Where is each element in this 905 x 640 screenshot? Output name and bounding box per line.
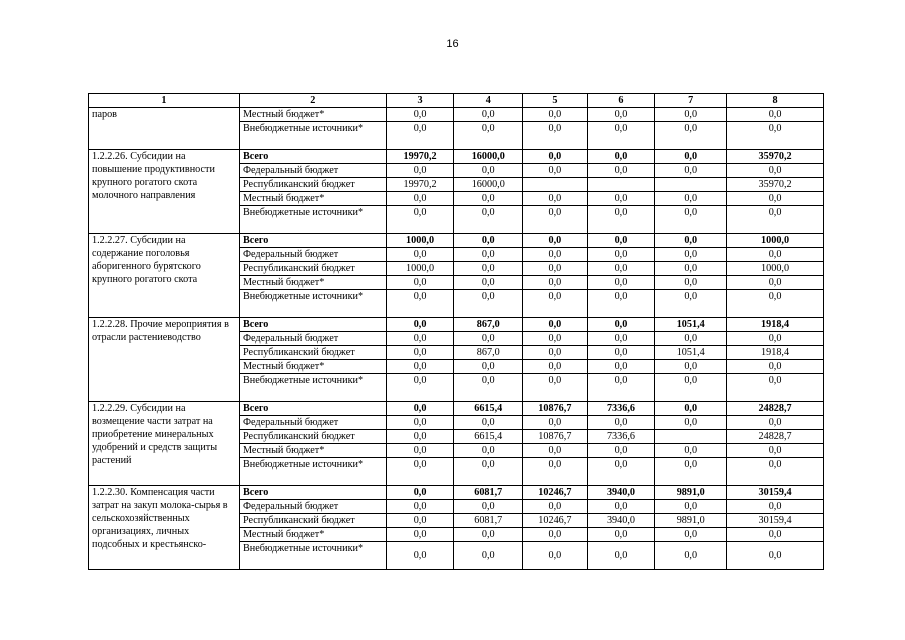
column-header: 4 — [454, 94, 523, 108]
value-cell: 0,0 — [386, 402, 454, 416]
value-cell: 0,0 — [454, 332, 523, 346]
value-cell: 0,0 — [655, 458, 727, 486]
funding-source-cell: Внебюджетные источники* — [239, 206, 386, 234]
value-cell: 24828,7 — [727, 402, 824, 416]
funding-source-cell: Всего — [239, 402, 386, 416]
page-number: 16 — [446, 38, 459, 50]
value-cell — [523, 178, 588, 192]
value-cell: 0,0 — [655, 122, 727, 150]
value-cell: 0,0 — [655, 276, 727, 290]
column-header: 6 — [587, 94, 655, 108]
value-cell: 0,0 — [454, 234, 523, 248]
column-header: 7 — [655, 94, 727, 108]
value-cell: 0,0 — [655, 108, 727, 122]
value-cell: 0,0 — [523, 206, 588, 234]
column-header: 8 — [727, 94, 824, 108]
event-name-cell: 1.2.2.28. Прочие мероприятия в отрасли растениеводство — [89, 318, 240, 402]
value-cell: 1000,0 — [727, 234, 824, 248]
value-cell — [587, 178, 655, 192]
value-cell: 0,0 — [523, 108, 588, 122]
value-cell: 0,0 — [587, 276, 655, 290]
table-row — [89, 318, 824, 332]
value-cell: 0,0 — [386, 514, 454, 528]
value-cell: 6081,7 — [454, 486, 523, 500]
value-cell: 0,0 — [655, 374, 727, 402]
value-cell: 0,0 — [655, 402, 727, 416]
value-cell: 0,0 — [454, 262, 523, 276]
funding-source-cell: Федеральный бюджет — [239, 416, 386, 430]
event-name-cell: 1.2.2.26. Субсидии на повышение продуктивности крупного рогатого скота молочного направления — [89, 150, 240, 234]
value-cell: 0,0 — [727, 360, 824, 374]
value-cell: 0,0 — [523, 500, 588, 514]
value-cell: 10246,7 — [523, 486, 588, 500]
value-cell: 0,0 — [655, 192, 727, 206]
value-cell: 30159,4 — [727, 486, 824, 500]
value-cell: 0,0 — [587, 318, 655, 332]
value-cell: 0,0 — [386, 290, 454, 318]
value-cell: 0,0 — [727, 416, 824, 430]
event-name-cell: 1.2.2.30. Компенсация части затрат на закуп молока-сырья в сельскохозяйственных организациях, личных подсобных и крестьянско- — [89, 486, 240, 570]
funding-source-cell: Местный бюджет* — [239, 444, 386, 458]
value-cell: 0,0 — [655, 444, 727, 458]
value-cell: 0,0 — [523, 318, 588, 332]
value-cell: 0,0 — [523, 290, 588, 318]
value-cell: 1000,0 — [727, 262, 824, 276]
value-cell: 0,0 — [587, 444, 655, 458]
value-cell — [655, 178, 727, 192]
funding-source-cell: Местный бюджет* — [239, 528, 386, 542]
value-cell: 0,0 — [454, 360, 523, 374]
value-cell: 0,0 — [523, 444, 588, 458]
value-cell: 1000,0 — [386, 262, 454, 276]
value-cell: 0,0 — [727, 122, 824, 150]
value-cell: 0,0 — [587, 332, 655, 346]
value-cell: 7336,6 — [587, 402, 655, 416]
value-cell: 0,0 — [655, 360, 727, 374]
value-cell: 0,0 — [655, 150, 727, 164]
value-cell: 6615,4 — [454, 430, 523, 444]
event-name-cell: паров — [89, 108, 240, 150]
value-cell: 0,0 — [727, 500, 824, 514]
funding-source-cell: Всего — [239, 486, 386, 500]
value-cell: 0,0 — [454, 276, 523, 290]
value-cell: 0,0 — [587, 206, 655, 234]
value-cell: 3940,0 — [587, 486, 655, 500]
event-name-cell: 1.2.2.27. Субсидии на содержание поголовья аборигенного бурятского крупного рогатого скота — [89, 234, 240, 318]
value-cell: 0,0 — [587, 290, 655, 318]
value-cell: 0,0 — [587, 542, 655, 570]
value-cell: 0,0 — [386, 542, 454, 570]
table-row — [89, 150, 824, 164]
table-body — [89, 108, 824, 570]
value-cell: 0,0 — [386, 122, 454, 150]
value-cell: 0,0 — [454, 458, 523, 486]
value-cell: 0,0 — [587, 234, 655, 248]
funding-source-cell: Федеральный бюджет — [239, 500, 386, 514]
funding-source-cell: Федеральный бюджет — [239, 332, 386, 346]
value-cell: 0,0 — [523, 276, 588, 290]
value-cell: 0,0 — [386, 416, 454, 430]
funding-source-cell: Внебюджетные источники* — [239, 122, 386, 150]
value-cell: 0,0 — [386, 248, 454, 262]
value-cell: 7336,6 — [587, 430, 655, 444]
value-cell: 0,0 — [523, 528, 588, 542]
value-cell: 0,0 — [587, 374, 655, 402]
value-cell: 30159,4 — [727, 514, 824, 528]
value-cell: 0,0 — [523, 234, 588, 248]
value-cell: 0,0 — [523, 192, 588, 206]
funding-source-cell: Внебюджетные источники* — [239, 458, 386, 486]
funding-source-cell: Внебюджетные источники* — [239, 374, 386, 402]
value-cell: 0,0 — [587, 262, 655, 276]
table-row — [89, 402, 824, 416]
value-cell: 0,0 — [727, 542, 824, 570]
value-cell: 9891,0 — [655, 514, 727, 528]
value-cell: 1000,0 — [386, 234, 454, 248]
value-cell: 867,0 — [454, 346, 523, 360]
value-cell: 0,0 — [386, 332, 454, 346]
table-row — [89, 108, 824, 122]
value-cell: 1051,4 — [655, 318, 727, 332]
value-cell: 0,0 — [655, 416, 727, 430]
funding-source-cell: Республиканский бюджет — [239, 346, 386, 360]
value-cell: 0,0 — [655, 500, 727, 514]
value-cell: 0,0 — [454, 416, 523, 430]
value-cell: 0,0 — [587, 164, 655, 178]
value-cell: 0,0 — [454, 192, 523, 206]
value-cell: 0,0 — [386, 528, 454, 542]
value-cell: 0,0 — [454, 542, 523, 570]
value-cell: 1918,4 — [727, 346, 824, 360]
value-cell: 0,0 — [523, 360, 588, 374]
value-cell: 0,0 — [386, 206, 454, 234]
value-cell: 0,0 — [655, 248, 727, 262]
value-cell: 0,0 — [655, 528, 727, 542]
value-cell: 6081,7 — [454, 514, 523, 528]
value-cell: 0,0 — [523, 248, 588, 262]
value-cell: 16000,0 — [454, 178, 523, 192]
value-cell: 0,0 — [386, 458, 454, 486]
value-cell: 0,0 — [655, 290, 727, 318]
value-cell: 0,0 — [727, 164, 824, 178]
value-cell: 0,0 — [587, 528, 655, 542]
value-cell: 0,0 — [727, 290, 824, 318]
value-cell: 0,0 — [454, 500, 523, 514]
value-cell: 0,0 — [523, 164, 588, 178]
funding-source-cell: Всего — [239, 318, 386, 332]
funding-source-cell: Всего — [239, 150, 386, 164]
value-cell: 0,0 — [727, 206, 824, 234]
value-cell: 0,0 — [523, 332, 588, 346]
value-cell: 0,0 — [523, 458, 588, 486]
value-cell: 0,0 — [523, 374, 588, 402]
funding-source-cell: Местный бюджет* — [239, 192, 386, 206]
funding-source-cell: Республиканский бюджет — [239, 262, 386, 276]
column-header: 5 — [523, 94, 588, 108]
value-cell: 0,0 — [587, 192, 655, 206]
value-cell: 9891,0 — [655, 486, 727, 500]
funding-source-cell: Всего — [239, 234, 386, 248]
value-cell: 10876,7 — [523, 402, 588, 416]
value-cell: 0,0 — [454, 164, 523, 178]
value-cell: 10876,7 — [523, 430, 588, 444]
value-cell: 0,0 — [386, 346, 454, 360]
value-cell: 0,0 — [655, 234, 727, 248]
value-cell: 0,0 — [386, 374, 454, 402]
value-cell: 0,0 — [587, 346, 655, 360]
value-cell: 0,0 — [523, 122, 588, 150]
value-cell: 16000,0 — [454, 150, 523, 164]
value-cell: 0,0 — [655, 164, 727, 178]
funding-source-cell: Местный бюджет* — [239, 108, 386, 122]
value-cell: 0,0 — [386, 192, 454, 206]
value-cell: 0,0 — [727, 108, 824, 122]
value-cell: 0,0 — [727, 332, 824, 346]
value-cell: 0,0 — [454, 108, 523, 122]
value-cell: 0,0 — [587, 122, 655, 150]
funding-source-cell: Республиканский бюджет — [239, 514, 386, 528]
value-cell: 1051,4 — [655, 346, 727, 360]
value-cell: 0,0 — [727, 528, 824, 542]
value-cell: 0,0 — [727, 374, 824, 402]
value-cell: 0,0 — [523, 150, 588, 164]
value-cell: 10246,7 — [523, 514, 588, 528]
funding-source-cell: Местный бюджет* — [239, 360, 386, 374]
value-cell: 0,0 — [454, 206, 523, 234]
value-cell: 0,0 — [386, 430, 454, 444]
value-cell: 0,0 — [727, 248, 824, 262]
column-header: 3 — [386, 94, 454, 108]
value-cell: 1918,4 — [727, 318, 824, 332]
value-cell: 0,0 — [386, 486, 454, 500]
value-cell: 0,0 — [587, 416, 655, 430]
value-cell: 0,0 — [386, 108, 454, 122]
funding-source-cell: Внебюджетные источники* — [239, 290, 386, 318]
value-cell: 0,0 — [587, 248, 655, 262]
value-cell: 6615,4 — [454, 402, 523, 416]
funding-source-cell: Федеральный бюджет — [239, 248, 386, 262]
value-cell: 0,0 — [655, 262, 727, 276]
value-cell: 0,0 — [454, 290, 523, 318]
value-cell: 0,0 — [523, 542, 588, 570]
funding-source-cell: Федеральный бюджет — [239, 164, 386, 178]
value-cell — [655, 430, 727, 444]
value-cell: 0,0 — [655, 542, 727, 570]
value-cell: 867,0 — [454, 318, 523, 332]
value-cell: 35970,2 — [727, 178, 824, 192]
funding-source-cell: Республиканский бюджет — [239, 430, 386, 444]
value-cell: 19970,2 — [386, 150, 454, 164]
column-header: 2 — [239, 94, 386, 108]
funding-source-cell: Внебюджетные источники* — [239, 542, 386, 570]
value-cell: 0,0 — [523, 346, 588, 360]
value-cell: 0,0 — [386, 444, 454, 458]
event-name-cell: 1.2.2.29. Субсидии на возмещение части затрат на приобретение минеральных удобрений и средств защиты растений — [89, 402, 240, 486]
table-row — [89, 234, 824, 248]
value-cell: 0,0 — [587, 108, 655, 122]
value-cell: 24828,7 — [727, 430, 824, 444]
value-cell: 0,0 — [587, 360, 655, 374]
value-cell: 0,0 — [454, 444, 523, 458]
value-cell: 0,0 — [386, 360, 454, 374]
value-cell: 0,0 — [587, 458, 655, 486]
value-cell: 0,0 — [386, 500, 454, 514]
value-cell: 35970,2 — [727, 150, 824, 164]
value-cell: 0,0 — [454, 374, 523, 402]
value-cell: 0,0 — [454, 528, 523, 542]
budget-table — [88, 93, 824, 570]
funding-source-cell: Республиканский бюджет — [239, 178, 386, 192]
value-cell: 0,0 — [386, 164, 454, 178]
value-cell: 0,0 — [727, 192, 824, 206]
column-header: 1 — [89, 94, 240, 108]
value-cell: 0,0 — [523, 262, 588, 276]
value-cell: 0,0 — [727, 444, 824, 458]
value-cell: 19970,2 — [386, 178, 454, 192]
value-cell: 0,0 — [386, 318, 454, 332]
value-cell: 3940,0 — [587, 514, 655, 528]
value-cell: 0,0 — [523, 416, 588, 430]
value-cell: 0,0 — [587, 500, 655, 514]
value-cell: 0,0 — [727, 276, 824, 290]
table-row — [89, 486, 824, 500]
value-cell: 0,0 — [727, 458, 824, 486]
funding-source-cell: Местный бюджет* — [239, 276, 386, 290]
value-cell: 0,0 — [386, 276, 454, 290]
value-cell: 0,0 — [655, 206, 727, 234]
header-row — [89, 94, 824, 108]
value-cell: 0,0 — [454, 122, 523, 150]
value-cell: 0,0 — [587, 150, 655, 164]
value-cell: 0,0 — [655, 332, 727, 346]
value-cell: 0,0 — [454, 248, 523, 262]
